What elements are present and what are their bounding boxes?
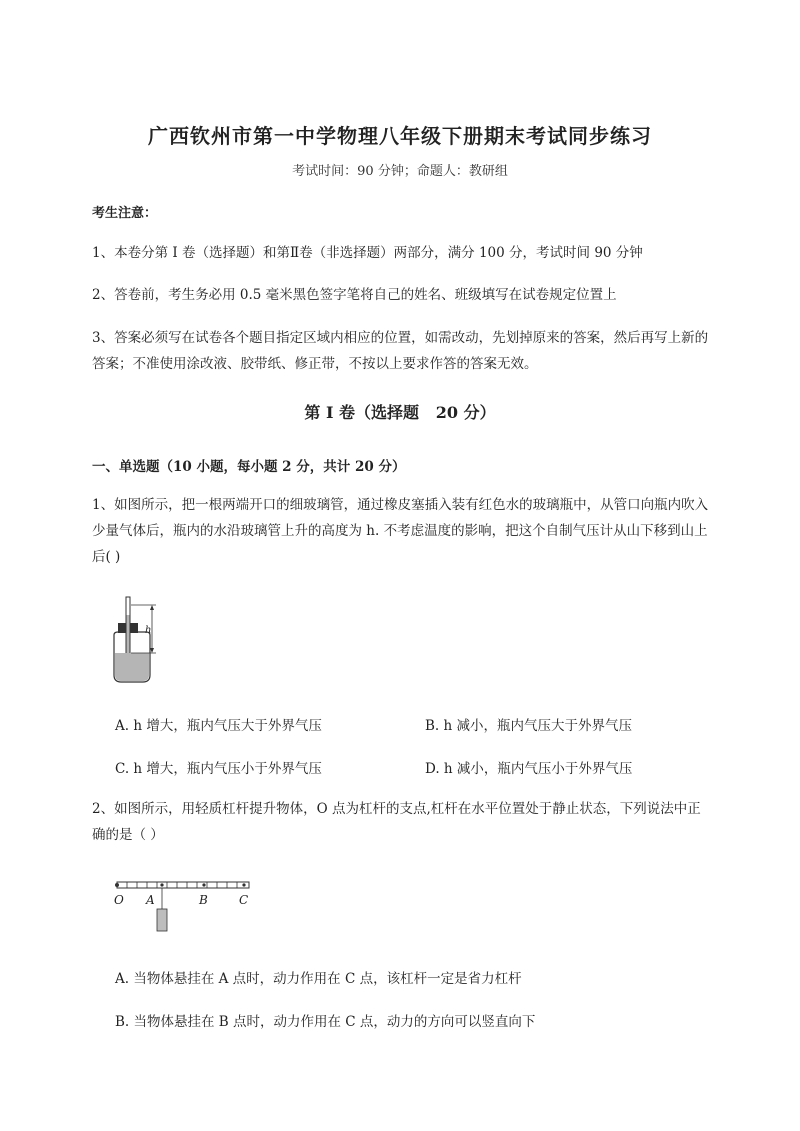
label-b: B — [199, 893, 208, 907]
section-title: 第 I 卷（选择题 20 分） — [304, 403, 496, 422]
notes-heading: 考生注意： — [92, 206, 158, 221]
red-water — [115, 653, 149, 681]
label-a: A — [146, 893, 155, 907]
part-title: 一、单选题（10 小题，每小题 2 分，共计 20 分） — [92, 459, 406, 475]
barometer-figure — [100, 595, 170, 690]
question-1-stem: 1、如图所示，把一根两端开口的细玻璃管，通过橡皮塞插入装有红色水的玻璃瓶中，从管口向瓶内吹入少量气体后，瓶内的水沿玻璃管上升的高度为 h. 不考虑温度的影响，把这个自制气压计从山下移到山上后( ) — [92, 497, 709, 565]
question-2-stem: 2、如图所示，用轻质杠杆提升物体，O 点为杠杆的支点,杠杆在水平位置处于静止状态，下列说法中正确的是（ ） — [92, 801, 701, 843]
q2-option-a[interactable]: A. 当物体悬挂在 A 点时，动力作用在 C 点，该杠杆一定是省力杠杆 — [115, 971, 522, 987]
q1-option-d[interactable]: D. h 减小，瓶内气压小于外界气压 — [425, 761, 633, 777]
q1-option-a[interactable]: A. h 增大，瓶内气压大于外界气压 — [115, 718, 322, 734]
note-item-3: 3、答案必须写在试卷各个题目指定区域内相应的位置，如需改动，先划掉原来的答案，然后再写上新的答案；不准使用涂改液、胶带纸、修正带，不按以上要求作答的答案无效。 — [92, 330, 709, 372]
hanging-weight — [157, 909, 167, 931]
label-o: O — [114, 893, 124, 907]
label-c: C — [239, 893, 249, 907]
pivot-point-o — [115, 883, 119, 887]
note-item-1: 1、本卷分第 I 卷（选择题）和第Ⅱ卷（非选择题）两部分，满分 100 分，考试时间 90 分钟 — [92, 245, 643, 261]
q1-option-b[interactable]: B. h 减小，瓶内气压大于外界气压 — [425, 718, 632, 734]
note-item-2: 2、答卷前，考生务必用 0.5 毫米黑色签字笔将自己的姓名、班级填写在试卷规定位置上 — [92, 287, 617, 303]
page-subtitle: 考试时间：90 分钟；命题人：教研组 — [292, 164, 508, 179]
lever-figure — [112, 875, 257, 937]
q2-option-b[interactable]: B. 当物体悬挂在 B 点时，动力作用在 C 点，动力的方向可以竖直向下 — [115, 1014, 536, 1030]
q1-option-c[interactable]: C. h 增大，瓶内气压小于外界气压 — [115, 761, 322, 777]
page-title: 广西钦州市第一中学物理八年级下册期末考试同步练习 — [148, 124, 652, 148]
height-label: h — [145, 625, 152, 636]
